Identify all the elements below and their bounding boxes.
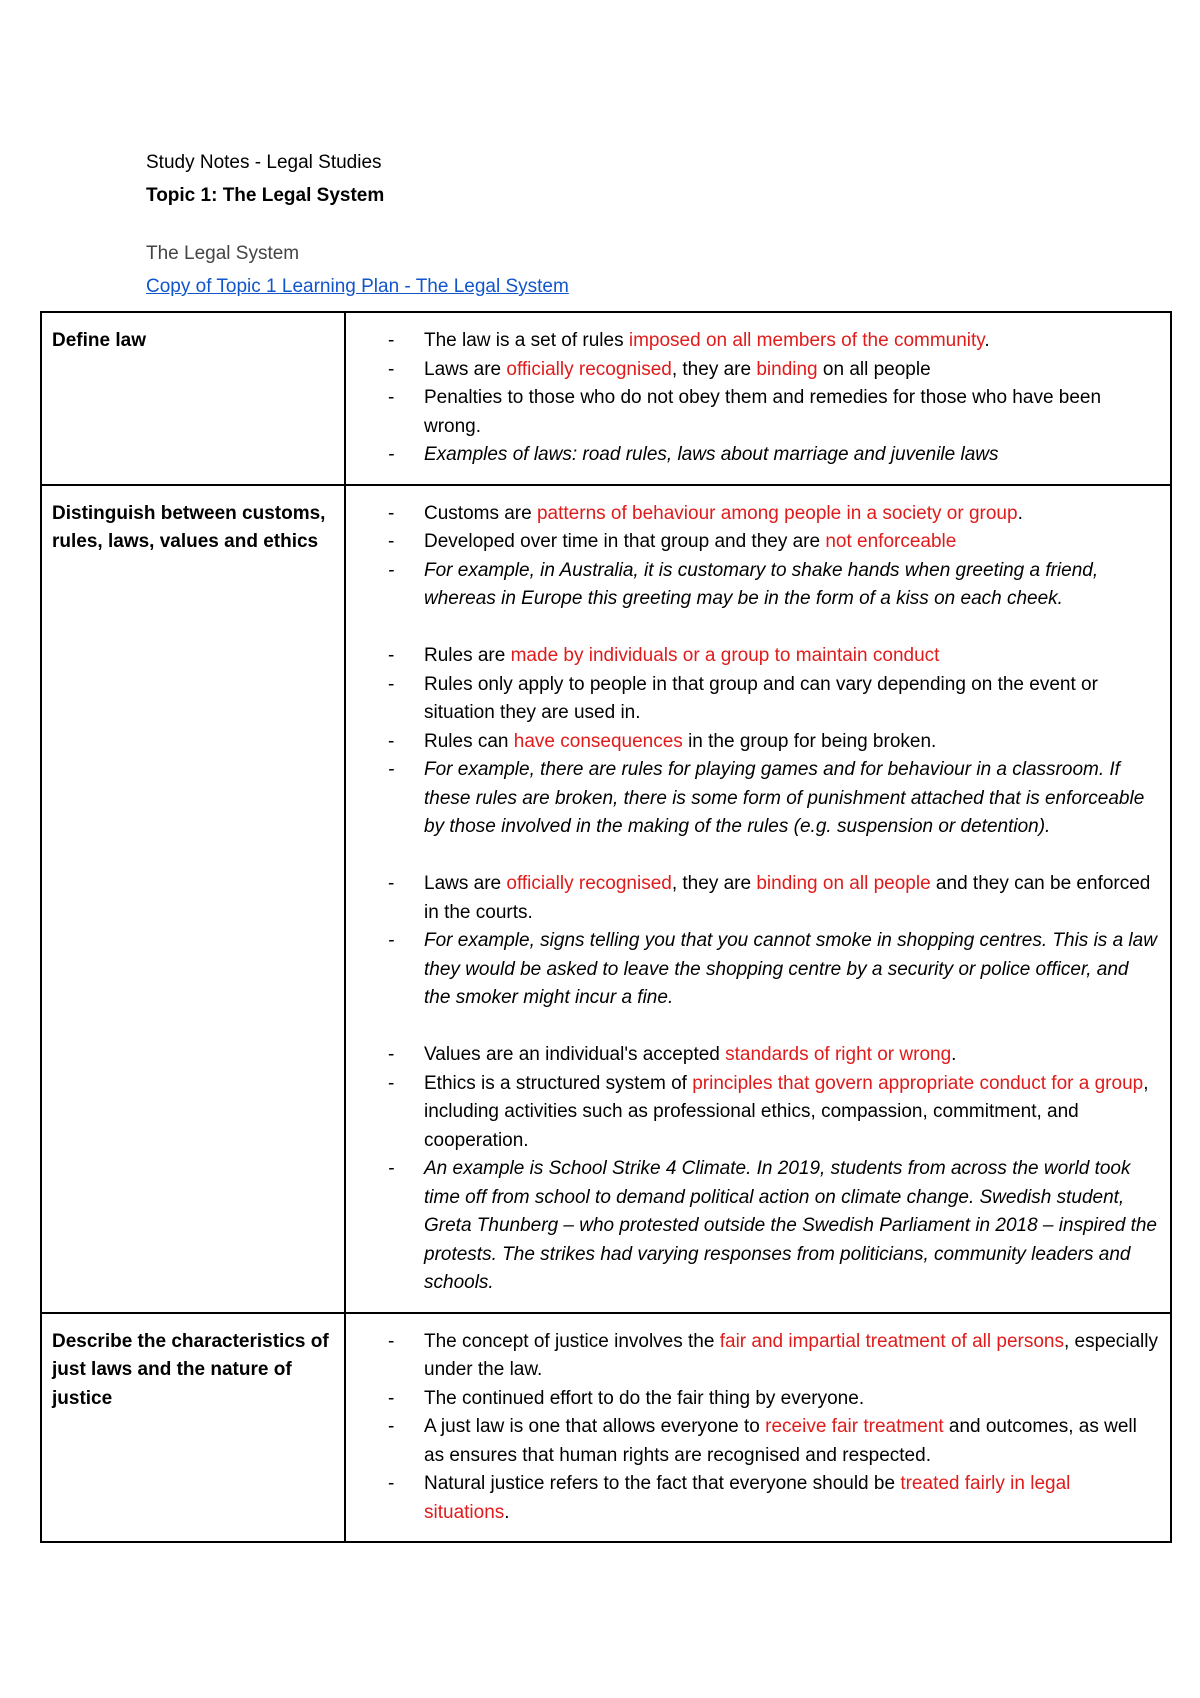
bullet-point <box>388 756 1160 842</box>
page-header <box>146 146 569 303</box>
highlighted-text: have consequences <box>513 730 683 752</box>
text-segment: An example is School Strike 4 Climate. In 2019, students from across the world took time off from school to demand political action on climate change. Swedish student, Greta Thunberg – who protested outside the Swedish Parliament in 2018 – inspired the protests. The strikes had varying responses from politicians, community leaders and schools. <box>424 1158 1158 1293</box>
highlighted-text: binding <box>756 358 818 380</box>
text-segment: For example, in Australia, it is customary to shake hands when greeting a friend, whereas in Europe this greeting may be in the form of a kiss on each cheek. <box>424 559 1099 609</box>
highlighted-text: patterns of behaviour among people in a society or group <box>536 502 1018 524</box>
highlighted-text: fair and impartial treatment of all persons <box>719 1330 1064 1352</box>
text-segment: . <box>951 1044 957 1065</box>
text-segment: Values are an individual's accepted <box>424 1044 726 1065</box>
highlighted-text: standards of right or wrong <box>725 1044 952 1065</box>
text-segment: Rules only apply to people in that group and can vary depending on the event or situation they are used in. <box>424 673 1098 723</box>
text-segment: on all people <box>817 358 931 380</box>
text-segment: Developed over time in that group and they are <box>424 531 826 552</box>
bullet-point <box>388 642 1160 671</box>
text-segment: Customs are <box>424 502 537 524</box>
table-row <box>41 485 1171 1313</box>
text-segment: For example, there are rules for playing games and for behaviour in a classroom. If these rules are broken, there is some form of punishment attached that is enforceable by those involved in the making of the rules (e.g. suspension or detention). <box>424 759 1145 837</box>
text-segment: , especially under the law. <box>424 1330 1158 1380</box>
highlighted-text: receive fair treatment <box>765 1416 944 1437</box>
text-segment: . <box>1017 502 1023 524</box>
notes-cell <box>345 1313 1171 1543</box>
learning-plan-link[interactable]: Copy of Topic 1 Learning Plan - The Legal System <box>146 276 569 297</box>
text-segment: For example, signs telling you that you cannot smoke in shopping centres. This is a law they would be asked to leave the shopping centre by a security or police officer, and the smoker might incur a fine. <box>424 930 1157 1008</box>
table-row <box>41 312 1171 485</box>
text-segment: . <box>504 1501 510 1523</box>
text-segment: A just law is one that allows everyone to <box>424 1416 766 1437</box>
notes-table <box>40 311 1172 1543</box>
highlighted-text: officially recognised <box>506 873 672 894</box>
highlighted-text: officially recognised <box>506 358 672 380</box>
bullet-point <box>388 1413 1160 1470</box>
text-segment: The continued effort to do the fair thing by everyone. <box>424 1387 865 1409</box>
text-segment: Penalties to those who do not obey them and remedies for those who have been wrong. <box>424 387 1102 437</box>
table-row <box>41 1313 1171 1543</box>
bullet-point <box>388 728 1160 757</box>
bullet-point <box>388 1041 1160 1070</box>
text-segment: Rules can <box>424 730 514 752</box>
bullet-list <box>356 1328 1160 1528</box>
notes-cell <box>345 485 1171 1313</box>
highlighted-text: not enforceable <box>825 531 957 552</box>
bullet-point <box>388 870 1160 927</box>
bullet-point <box>388 528 1160 557</box>
highlighted-text: made by individuals or a group to maintain conduct <box>510 645 940 666</box>
highlighted-text: imposed on all members of the community <box>628 330 985 351</box>
bullet-list <box>356 327 1160 470</box>
bullet-point <box>388 500 1160 529</box>
bullet-point <box>388 1328 1160 1385</box>
topic-cell: Distinguish between customs, rules, laws, values and ethics <box>41 485 345 1313</box>
topic-cell: Define law <box>41 312 345 485</box>
document-title: Study Notes - Legal Studies <box>146 152 382 173</box>
bullet-point <box>388 557 1160 614</box>
bullet-point <box>388 384 1160 441</box>
notes-cell <box>345 312 1171 485</box>
text-segment: The law is a set of rules <box>424 330 629 351</box>
topic-cell: Describe the characteristics of just laws and the nature of justice <box>41 1313 345 1543</box>
text-segment: Examples of laws: road rules, laws about marriage and juvenile laws <box>424 444 999 465</box>
text-segment: in the group for being broken. <box>682 730 937 752</box>
bullet-point <box>388 1470 1160 1527</box>
bullet-point <box>388 1070 1160 1156</box>
text-segment: Ethics is a structured system of <box>424 1072 693 1094</box>
bullet-point <box>388 441 1160 470</box>
section-heading: The Legal System <box>146 243 300 264</box>
bullet-point <box>388 1385 1160 1414</box>
bullet-point <box>388 927 1160 1013</box>
highlighted-text: principles that govern appropriate conduct for a group <box>692 1072 1144 1094</box>
bullet-point <box>388 1155 1160 1298</box>
bullet-point <box>388 671 1160 728</box>
text-segment: Laws are <box>424 358 507 380</box>
highlighted-text: binding on all people <box>756 873 931 894</box>
bullet-point <box>388 327 1160 356</box>
text-segment: Rules are <box>424 645 511 666</box>
text-segment: The concept of justice involves the <box>424 1330 720 1352</box>
text-segment: Laws are <box>424 873 507 894</box>
text-segment: and they can be enforced in the courts. <box>424 873 1151 923</box>
text-segment: . <box>984 330 990 351</box>
text-segment: , they are <box>671 873 757 894</box>
text-segment: Natural justice refers to the fact that everyone should be <box>424 1473 901 1494</box>
text-segment: , including activities such as professional ethics, compassion, commitment, and cooperation. <box>424 1072 1149 1151</box>
bullet-list <box>356 500 1160 1298</box>
bullet-point <box>388 356 1160 385</box>
highlighted-text: treated fairly in legal situations <box>424 1473 1071 1523</box>
text-segment: , they are <box>671 358 757 380</box>
topic-title: Topic 1: The Legal System <box>146 185 385 206</box>
text-segment: and outcomes, as well as ensures that human rights are recognised and respected. <box>424 1416 1137 1466</box>
